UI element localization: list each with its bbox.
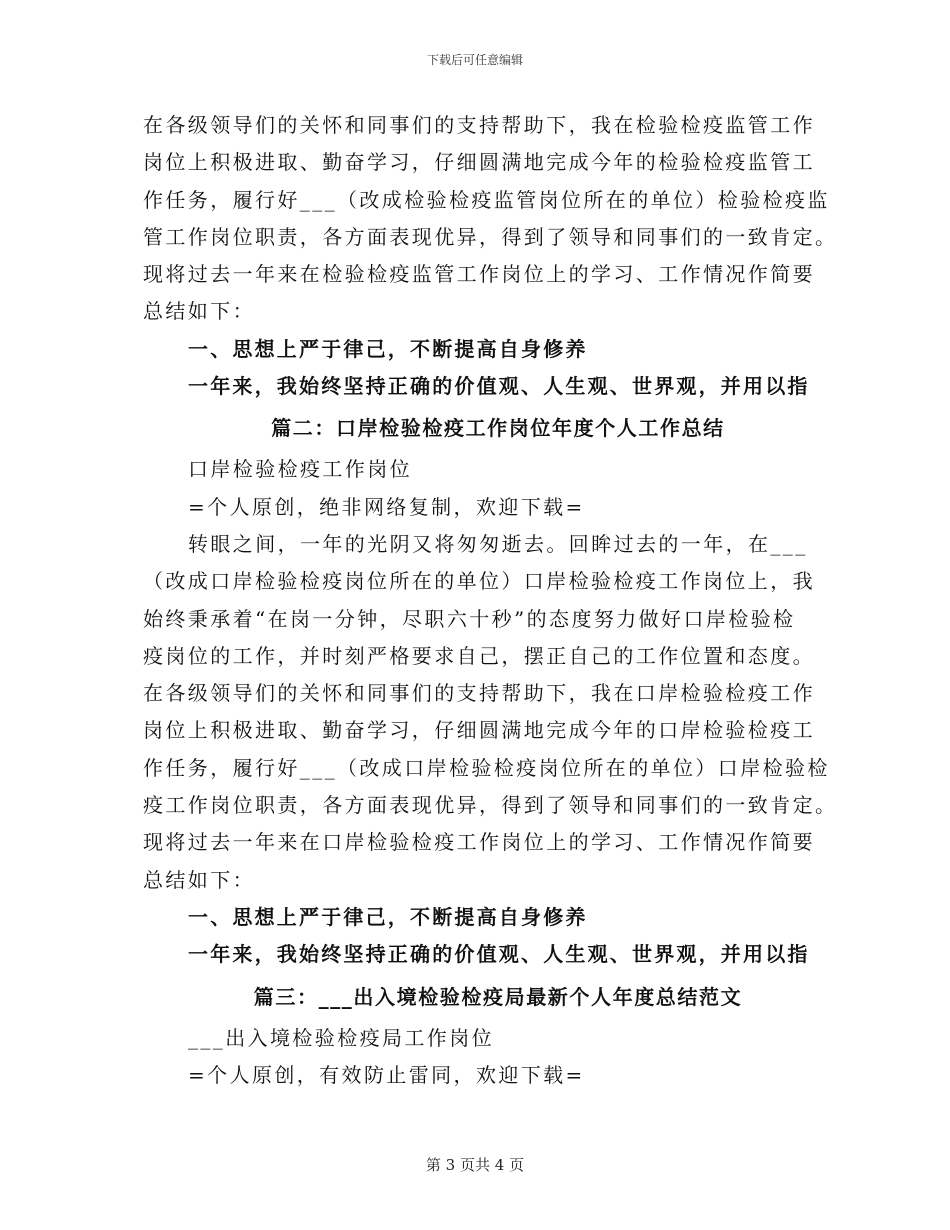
paragraph-line: 岗位上积极进取、勤奋学习，仔细圆满地完成今年的检验检疫监管工 xyxy=(143,150,815,175)
paragraph-line: 作任务，履行好___（改成口岸检验检疫岗位所在的单位）口岸检验检 xyxy=(143,755,830,780)
paragraph-line: 总结如下： xyxy=(143,867,255,892)
paragraph-line: 始终秉承着“在岗一分钟，尽职六十秒”的态度努力做好口岸检验检 xyxy=(143,606,796,631)
paragraph-line: 在各级领导们的关怀和同事们的支持帮助下，我在检验检疫监管工作 xyxy=(143,113,815,137)
paragraph-line: 疫岗位的工作，并时刻严格要求自己，摆正自己的工作位置和态度。 xyxy=(143,643,815,668)
paragraph-line: 岗位上积极进取、勤奋学习，仔细圆满地完成今年的口岸检验检疫工 xyxy=(143,718,815,743)
paragraph-line: 在各级领导们的关怀和同事们的支持帮助下，我在口岸检验检疫工作 xyxy=(143,681,815,706)
section-title: 篇三：___出入境检验检疫局最新个人年度总结范文 xyxy=(253,984,743,1009)
paragraph-line: 现将过去一年来在口岸检验检疫工作岗位上的学习、工作情况作简要 xyxy=(143,830,815,855)
original-notice: =个人原创，有效防止雷同，欢迎下载= xyxy=(188,1062,585,1087)
page-footer: 第 3 页共 4 页 xyxy=(425,1156,525,1174)
paragraph-line: 现将过去一年来在检验检疫监管工作岗位上的学习、工作情况作简要 xyxy=(143,262,815,287)
paragraph-line: 作任务，履行好___（改成检验检疫监管岗位所在的单位）检验检疫监 xyxy=(143,187,830,212)
bold-subheading: 一、思想上严于律己，不断提高自身修养 xyxy=(188,904,588,929)
bold-subheading: 一、思想上严于律己，不断提高自身修养 xyxy=(188,336,588,361)
paragraph-line: 疫工作岗位职责，各方面表现优异，得到了领导和同事们的一致肯定。 xyxy=(143,793,838,818)
bold-paragraph-line: 一年来，我始终坚持正确的价值观、人生观、世界观，并用以指 xyxy=(188,374,810,399)
bold-paragraph-line: 一年来，我始终坚持正确的价值观、人生观、世界观，并用以指 xyxy=(188,942,810,967)
section-subtitle: ___出入境检验检疫局工作岗位 xyxy=(188,1025,494,1050)
paragraph-line: 转眼之间，一年的光阴又将匆匆逝去。回眸过去的一年，在___ xyxy=(188,531,808,556)
document-body xyxy=(143,107,838,1094)
paragraph-line: 总结如下： xyxy=(143,299,255,324)
paragraph-line: （改成口岸检验检疫岗位所在的单位）口岸检验检疫工作岗位上，我 xyxy=(143,569,815,594)
page-header: 下载后可任意编辑 xyxy=(426,53,523,67)
section-subtitle: 口岸检验检疫工作岗位 xyxy=(188,457,412,482)
paragraph-line: 管工作岗位职责，各方面表现优异，得到了领导和同事们的一致肯定。 xyxy=(143,224,838,249)
original-notice: =个人原创，绝非网络复制，欢迎下载= xyxy=(188,494,585,519)
section-title: 篇二：口岸检验检疫工作岗位年度个人工作总结 xyxy=(271,416,725,441)
